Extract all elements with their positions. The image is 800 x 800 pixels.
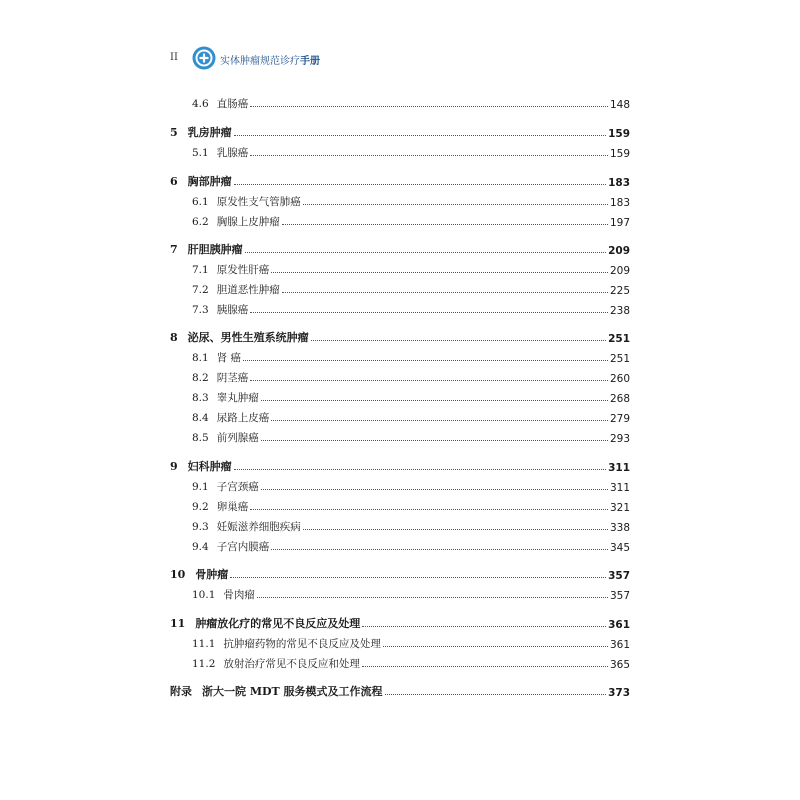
dot-leader [257, 597, 608, 598]
toc-entry-title: 原发性支气管肺癌 [216, 196, 301, 208]
toc-entry-number: 7.1 [192, 264, 209, 276]
toc-section-row [192, 655, 630, 671]
toc-entry-label [192, 636, 381, 651]
toc-entry-label [192, 282, 280, 297]
toc-entry-number: 附录 [170, 685, 192, 698]
toc-entry-number: 8.2 [192, 372, 209, 384]
dot-leader [250, 155, 608, 156]
toc-entry-label [170, 458, 232, 474]
toc-page-number: 361 [609, 639, 630, 651]
toc-page-number: 268 [609, 393, 630, 405]
toc-page-number: 311 [608, 462, 630, 474]
toc-entry-label [192, 430, 259, 445]
toc-entry-title: 肾 癌 [216, 352, 242, 364]
dot-leader [362, 666, 608, 667]
toc-entry-label [192, 587, 255, 602]
toc-chapter-row [170, 241, 630, 257]
dot-leader [271, 549, 608, 550]
toc-page-number: 357 [609, 590, 630, 602]
dot-leader [282, 292, 608, 293]
toc-entry-title: 泌尿、男性生殖系统肿瘤 [187, 331, 309, 344]
toc-entry-title: 胸部肿瘤 [187, 175, 232, 188]
toc-section-row [192, 478, 630, 494]
toc-entry-number: 9 [170, 460, 178, 473]
book-title-prefix: 实体肿瘤规范诊疗 [220, 56, 300, 67]
toc-entry-label [192, 539, 269, 554]
toc-entry-label [192, 479, 259, 494]
toc-page-number: 279 [609, 413, 630, 425]
toc-entry-label [192, 390, 259, 405]
toc-entry-number: 11.1 [192, 638, 216, 650]
toc-page-number: 225 [609, 285, 630, 297]
toc-chapter-row [170, 173, 630, 189]
toc-chapter-row [170, 566, 630, 582]
toc-page-number: 365 [609, 659, 630, 671]
dot-leader [250, 106, 608, 107]
toc-entry-label [170, 241, 243, 257]
toc-entry-label [192, 262, 269, 277]
toc-page-number: 260 [609, 373, 630, 385]
dot-leader [271, 420, 608, 421]
toc-entry-title: 卵巢癌 [216, 501, 249, 513]
toc-entry-label [192, 302, 248, 317]
toc-entry-label [170, 173, 232, 189]
dot-leader [282, 224, 608, 225]
book-title-suffix: 手册 [300, 56, 320, 67]
toc-entry-title: 胆道恶性肿瘤 [216, 284, 280, 296]
toc-entry-label [192, 656, 360, 671]
toc-page-number: 197 [609, 217, 630, 229]
toc-entry-number: 7 [170, 243, 178, 256]
toc-entry-title: 前列腺癌 [216, 432, 259, 444]
toc-entry-label [192, 410, 269, 425]
toc-entry-number: 8.4 [192, 412, 209, 424]
toc-entry-title: 乳房肿瘤 [187, 126, 232, 139]
toc-entry-number: 6 [170, 175, 178, 188]
toc-entry-number: 9.3 [192, 521, 209, 533]
toc-section-row [192, 518, 630, 534]
toc-chapter-row [170, 615, 630, 631]
toc-page-number: 311 [609, 482, 630, 494]
toc-entry-number: 8.5 [192, 432, 209, 444]
toc-section-row [192, 389, 630, 405]
toc-entry-label [192, 519, 301, 534]
toc-section-row [192, 538, 630, 554]
toc-page-number: 251 [608, 333, 630, 345]
toc-entry-title: 尿路上皮癌 [216, 412, 270, 424]
toc-entry-label [192, 96, 248, 111]
toc-page-number: 293 [609, 433, 630, 445]
dot-leader [250, 509, 608, 510]
toc-chapter-row [170, 329, 630, 345]
toc-entry-number: 4.6 [192, 98, 209, 110]
toc-section-row [192, 635, 630, 651]
dot-leader [383, 646, 608, 647]
toc-section-row [192, 586, 630, 602]
toc-entry-label [192, 499, 248, 514]
toc-entry-title: 睾丸肿瘤 [216, 392, 259, 404]
toc-page-number: 251 [609, 353, 630, 365]
dot-leader [234, 184, 606, 185]
toc-entry-number: 9.2 [192, 501, 209, 513]
toc-page-number: 209 [609, 265, 630, 277]
toc-entry-number: 7.3 [192, 304, 209, 316]
toc-section-row [192, 213, 630, 229]
toc-entry-label [192, 214, 280, 229]
toc-entry-title: 骨肉瘤 [223, 589, 255, 601]
toc-section-row [192, 261, 630, 277]
toc-entry-title: 放射治疗常见不良反应和处理 [223, 658, 360, 670]
toc-section-row [192, 144, 630, 160]
toc-entry-number: 9.4 [192, 541, 209, 553]
toc-page-number: 159 [609, 148, 630, 160]
toc-section-row [192, 498, 630, 514]
toc-section-row [192, 193, 630, 209]
toc-entry-number: 8 [170, 331, 178, 344]
toc-entry-title: 胰腺癌 [216, 304, 249, 316]
toc-page-number: 159 [608, 128, 630, 140]
toc-entry-label [170, 615, 360, 631]
dot-leader [243, 360, 608, 361]
toc-entry-label [192, 145, 248, 160]
toc-page-number: 373 [608, 687, 630, 699]
toc-entry-label [170, 329, 309, 345]
hospital-emblem-icon [192, 46, 216, 70]
toc-entry-number: 11 [170, 617, 186, 630]
toc-entry-number: 6.1 [192, 196, 209, 208]
dot-leader [230, 577, 606, 578]
dot-leader [234, 469, 606, 470]
toc-page-number: 361 [608, 619, 630, 631]
toc-entry-number: 5.1 [192, 147, 209, 159]
toc-entry-title: 乳腺癌 [216, 147, 249, 159]
toc-entry-number: 7.2 [192, 284, 209, 296]
toc-entry-number: 8.3 [192, 392, 209, 404]
toc-entry-number: 5 [170, 126, 178, 139]
toc-entry-title: 肿瘤放化疗的常见不良反应及处理 [195, 617, 361, 630]
toc-entry-title: 妇科肿瘤 [187, 460, 232, 473]
toc-entry-label [170, 566, 228, 582]
toc-entry-number: 6.2 [192, 216, 209, 228]
toc-chapter-row [170, 124, 630, 140]
toc-entry-number: 10 [170, 568, 186, 581]
toc-entry-label [192, 370, 248, 385]
dot-leader [271, 272, 608, 273]
toc-entry-number: 10.1 [192, 589, 216, 601]
toc-entry-label [192, 350, 241, 365]
toc-page-number: 338 [609, 522, 630, 534]
toc-entry-title: 直肠癌 [216, 98, 249, 110]
toc-entry-label [170, 124, 232, 140]
toc-section-row [192, 349, 630, 365]
toc-entry-title: 子宫颈癌 [216, 481, 259, 493]
toc-section-row [192, 429, 630, 445]
dot-leader [303, 204, 608, 205]
toc-entry-title: 肝胆胰肿瘤 [187, 243, 243, 256]
book-title [220, 52, 320, 67]
toc-entry-title: 子宫内膜癌 [216, 541, 270, 553]
toc-section-row [192, 95, 630, 111]
dot-leader [261, 489, 608, 490]
toc-chapter-row [170, 683, 630, 699]
toc-entry-title: 抗肿瘤药物的常见不良反应及处理 [223, 638, 381, 650]
toc-entry-title: 骨肿瘤 [195, 568, 229, 581]
toc-section-row [192, 281, 630, 297]
dot-leader [362, 626, 606, 627]
toc-entry-number: 9.1 [192, 481, 209, 493]
toc-section-row [192, 301, 630, 317]
toc-entry-label [170, 683, 383, 699]
toc-entry-title: 原发性肝癌 [216, 264, 270, 276]
toc-page-number: 357 [608, 570, 630, 582]
dot-leader [303, 529, 608, 530]
toc-page-number: 321 [609, 502, 630, 514]
toc-entry-title: 妊娠滋养细胞疾病 [216, 521, 301, 533]
page-header [0, 0, 800, 80]
toc-entry-title: 胸腺上皮肿瘤 [216, 216, 280, 228]
dot-leader [250, 380, 608, 381]
toc-page-number: 183 [608, 177, 630, 189]
page-number: II [170, 52, 178, 63]
dot-leader [261, 440, 608, 441]
toc-entry-title: 浙大一院 MDT 服务模式及工作流程 [202, 685, 383, 698]
toc-entry-number: 11.2 [192, 658, 216, 670]
toc-chapter-row [170, 458, 630, 474]
toc-entry-number: 8.1 [192, 352, 209, 364]
toc-entry-label [192, 194, 301, 209]
dot-leader [245, 252, 606, 253]
toc-entry-title: 阴茎癌 [216, 372, 249, 384]
toc-page-number: 148 [609, 99, 630, 111]
dot-leader [261, 400, 608, 401]
toc-section-row [192, 369, 630, 385]
dot-leader [250, 312, 608, 313]
toc-page-number: 209 [608, 245, 630, 257]
toc-section-row [192, 409, 630, 425]
toc-page-number: 238 [609, 305, 630, 317]
dot-leader [385, 694, 607, 695]
toc-page-number: 345 [609, 542, 630, 554]
dot-leader [311, 340, 606, 341]
toc-page-number: 183 [609, 197, 630, 209]
dot-leader [234, 135, 606, 136]
